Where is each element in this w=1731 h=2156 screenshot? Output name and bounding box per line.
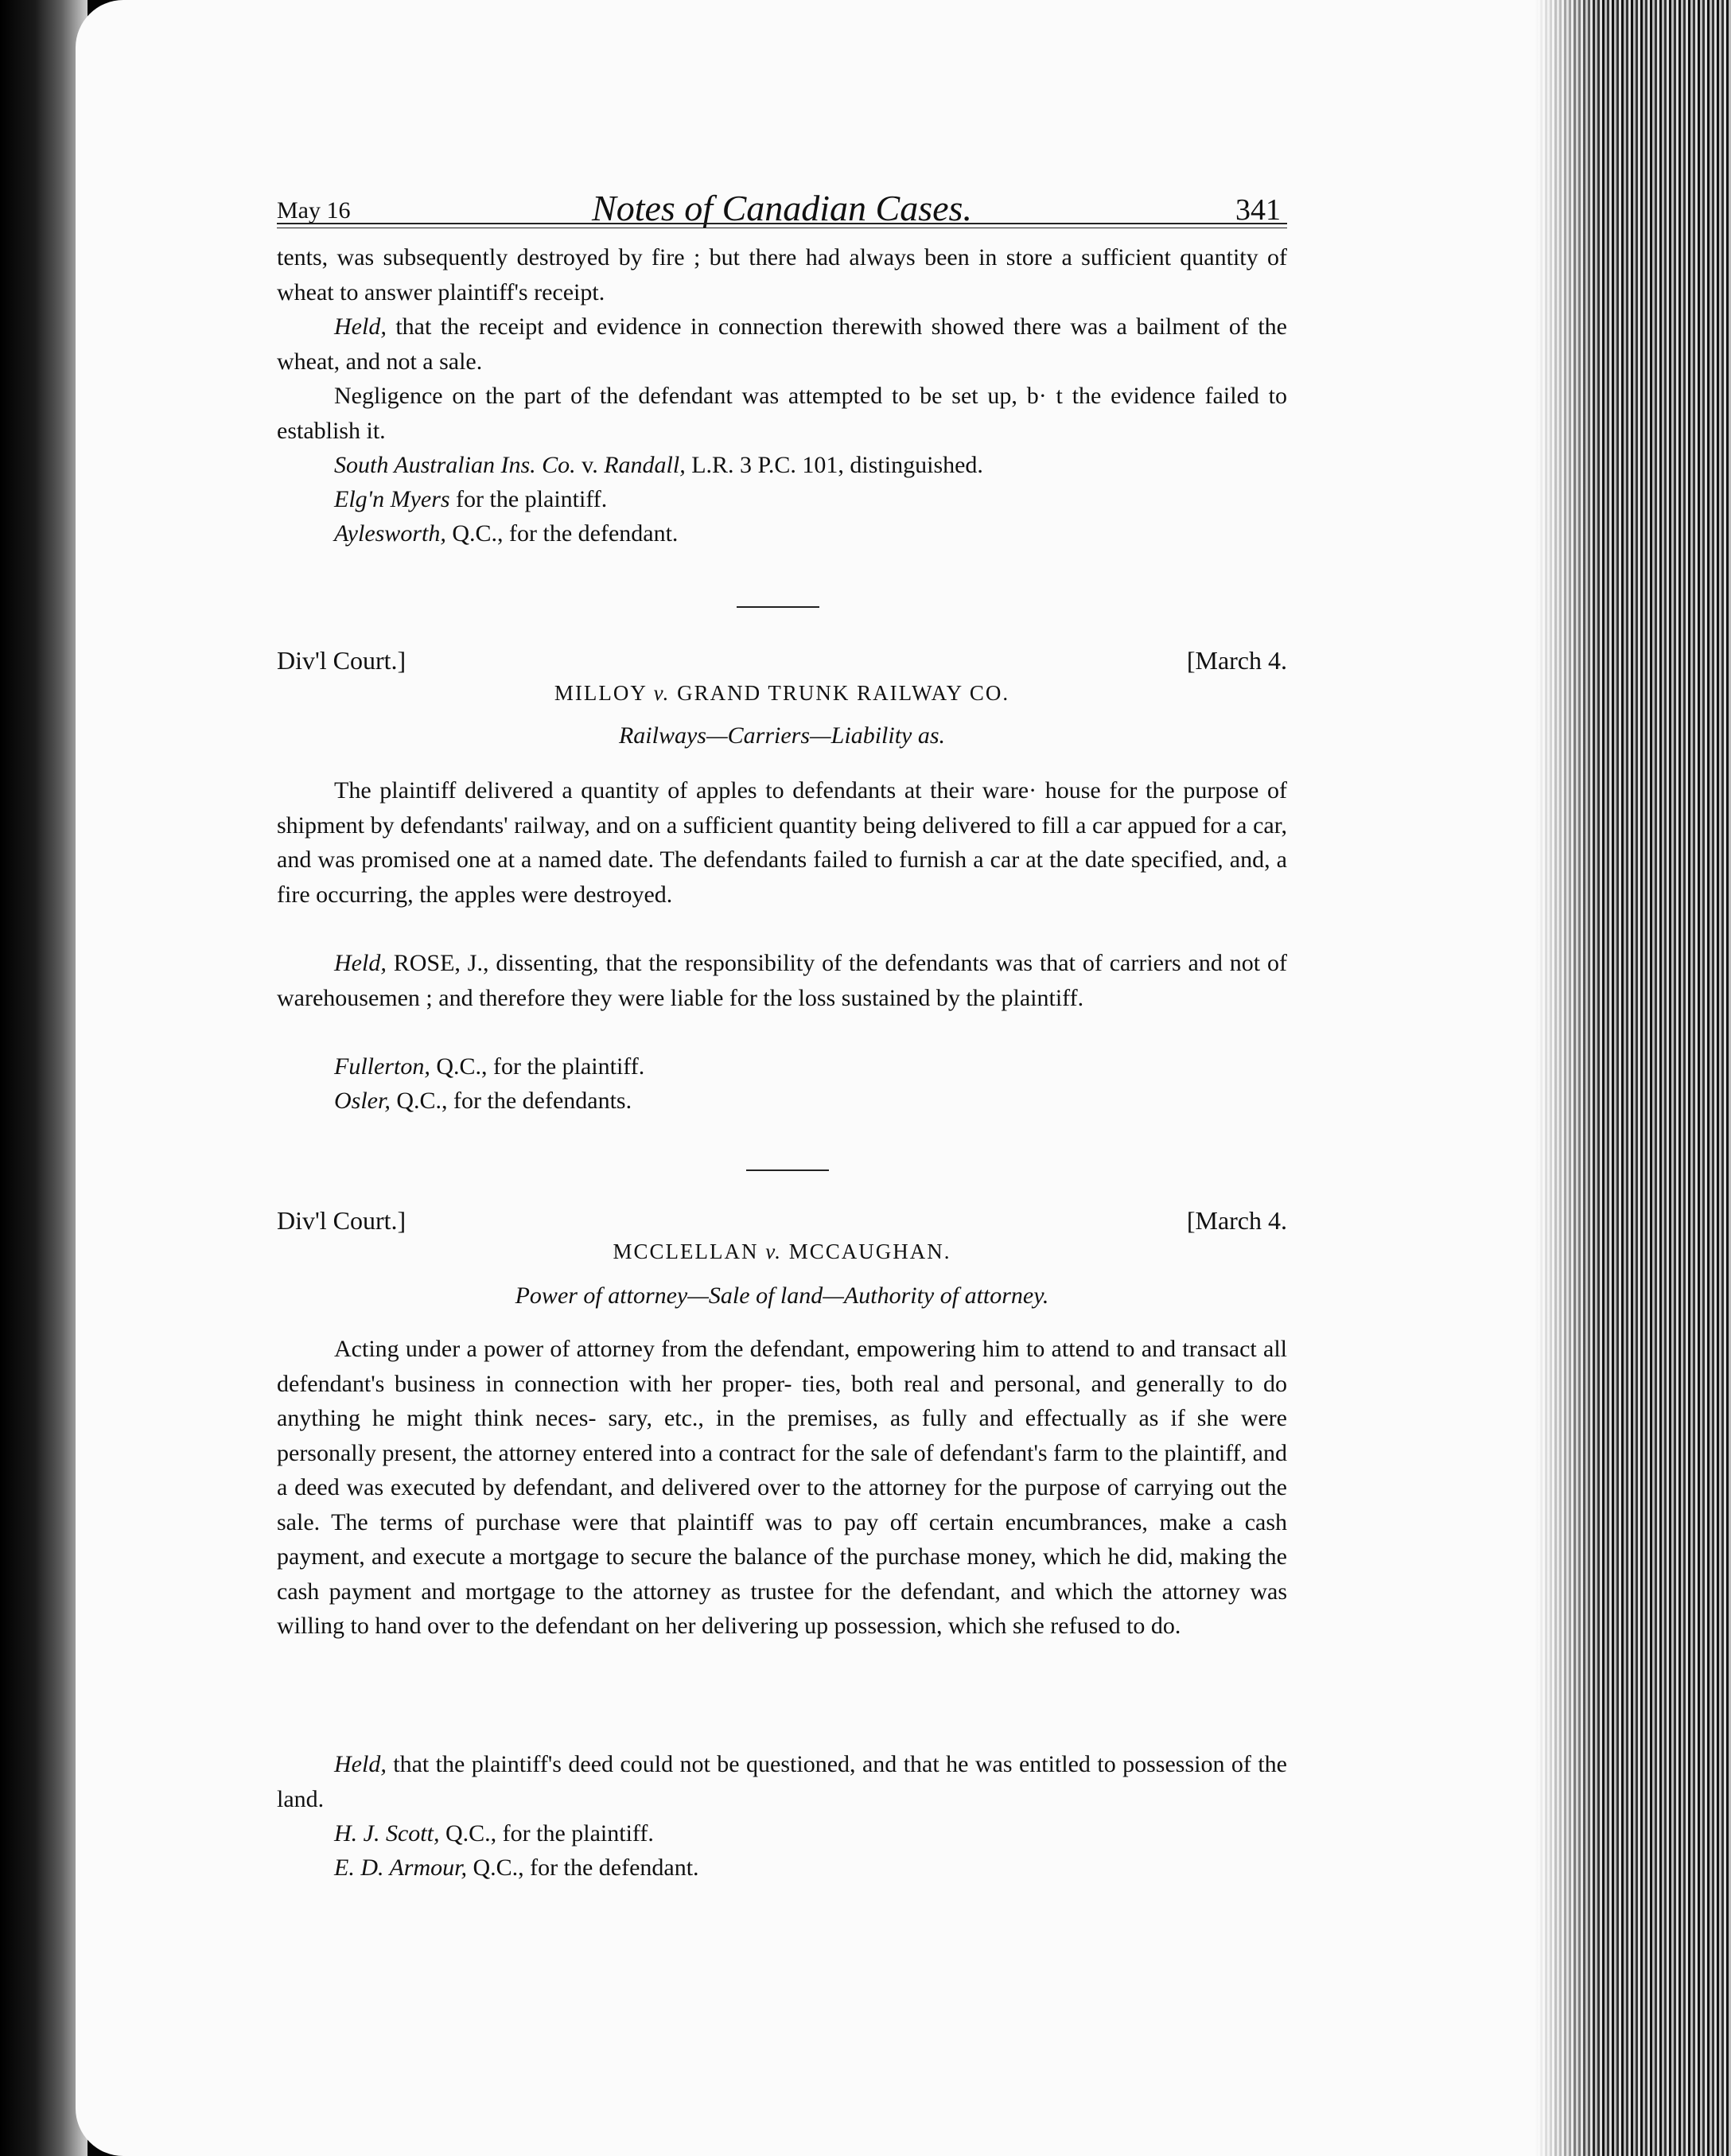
held-label: Held, — [334, 313, 387, 340]
counsel-name: Aylesworth, — [334, 520, 446, 547]
counsel-name: Osler, — [334, 1088, 391, 1114]
case2-date: [March 4. — [1186, 1206, 1287, 1235]
counsel-role: Q.C., for the defendant. — [445, 520, 679, 547]
counsel-role: Q.C., for the defendant. — [466, 1854, 699, 1881]
case2-held — [277, 1747, 1287, 1816]
book-gutter-left — [0, 0, 88, 2156]
case1-title: MILLOY v. GRAND TRUNK RAILWAY CO. — [554, 681, 1010, 705]
counsel-role: Q.C., for the plaintiff. — [430, 1053, 645, 1080]
case1-counsel-defendant — [334, 1084, 632, 1118]
citation-case-name-2: Randall, — [604, 452, 686, 478]
counsel-role: for the plaintiff. — [449, 486, 608, 512]
held-text: that the receipt and evidence in connection therewith showed there was a bailment of the wheat, and not a sale. — [277, 313, 1287, 375]
case2-counsel-plaintiff — [334, 1816, 654, 1851]
page-edge-right — [1535, 0, 1731, 2156]
intro-paragraph-2 — [277, 309, 1287, 379]
counsel-name: Elg'n Myers — [334, 486, 450, 512]
running-head-title: Notes of Canadian Cases. — [592, 188, 972, 228]
case2-paragraph-1: Acting under a power of attorney from the defendant, empowering him to attend to and transact all defendant's business in connection with her proper- ties, both real and personal, and generally to do anything he might think neces- sary, etc., in the premises, as fully and effectually as if she were personally present, the attorney entered into a contract for the sale of defendant's farm to the plaintiff, and a deed was executed by defendant, and delivered over to the attorney for the purpose of carrying out the sale. The terms of purchase were that plaintiff was to pay off certain encumbrances, make a cash payment, and execute a mortgage to secure the balance of the purchase money, which he did, making the cash payment and mortgage to the attorney as trustee for the defendant, and which the attorney was willing to hand over to the defendant on her delivering up possession, which she refused to do. — [277, 1336, 1287, 1639]
case2-subtitle: Power of attorney—Sale of land—Authority of attorney. — [515, 1282, 1049, 1309]
held-text: that the plaintiff's deed could not be questioned, and that he was entitled to possession of the land. — [277, 1751, 1287, 1812]
counsel-name: H. J. Scott, — [334, 1820, 440, 1847]
running-head — [277, 173, 1287, 229]
intro-counsel-defendant — [334, 516, 678, 551]
separator-rule — [746, 1169, 829, 1171]
case1-date: [March 4. — [1186, 646, 1287, 675]
running-head-date: May 16 — [277, 197, 351, 224]
header-rule — [277, 223, 1287, 224]
held-label: Held, — [334, 950, 387, 976]
case1-counsel-plaintiff — [334, 1049, 644, 1084]
held-text: ROSE, J., dissenting, that the responsibility of the defendants was that of carriers and not of warehousemen ; and therefore they were liable for the loss sustained by the plaintiff. — [277, 950, 1287, 1011]
counsel-role: Q.C., for the plaintiff. — [439, 1820, 654, 1847]
citation-case-name: South Australian Ins. Co. — [334, 452, 576, 478]
intro-paragraph-1: tents, was subsequently destroyed by fire ; but there had always been in store a sufficient quantity of wheat to answer plaintiff's receipt. — [277, 244, 1287, 305]
held-label: Held, — [334, 1751, 387, 1777]
case1-subtitle: Railways—Carriers—Liability as. — [618, 722, 946, 749]
citation-v: v. — [575, 452, 605, 478]
case1-court: Div'l Court.] — [277, 646, 406, 675]
case1-paragraph-1: The plaintiff delivered a quantity of apples to defendants at their ware· house for the purpose of shipment by defendants' railway, and on a sufficient quantity being delivered to fill a car appued for a car, and was promised one at a named date. The defendants failed to furnish a car at the date specified, and, a fire occurring, the apples were destroyed. — [277, 777, 1287, 908]
intro-counsel-plaintiff — [334, 482, 607, 516]
counsel-name: Fullerton, — [334, 1053, 430, 1080]
page-number: 341 — [1235, 193, 1281, 227]
citation-text: L.R. 3 P.C. 101, distinguished. — [685, 452, 983, 478]
case2-counsel-defendant — [334, 1851, 699, 1885]
counsel-role: Q.C., for the defendants. — [390, 1088, 632, 1114]
counsel-name: E. D. Armour, — [334, 1854, 467, 1881]
intro-paragraph-3: Negligence on the part of the defendant was attempted to be set up, b· t the evidence failed to establish it. — [277, 383, 1287, 444]
separator-rule — [737, 606, 819, 608]
intro-citation — [277, 448, 1287, 483]
case2-court: Div'l Court.] — [277, 1206, 406, 1235]
case1-held — [277, 946, 1287, 1015]
case2-title: MCCLELLAN v. MCCAUGHAN. — [613, 1240, 951, 1263]
